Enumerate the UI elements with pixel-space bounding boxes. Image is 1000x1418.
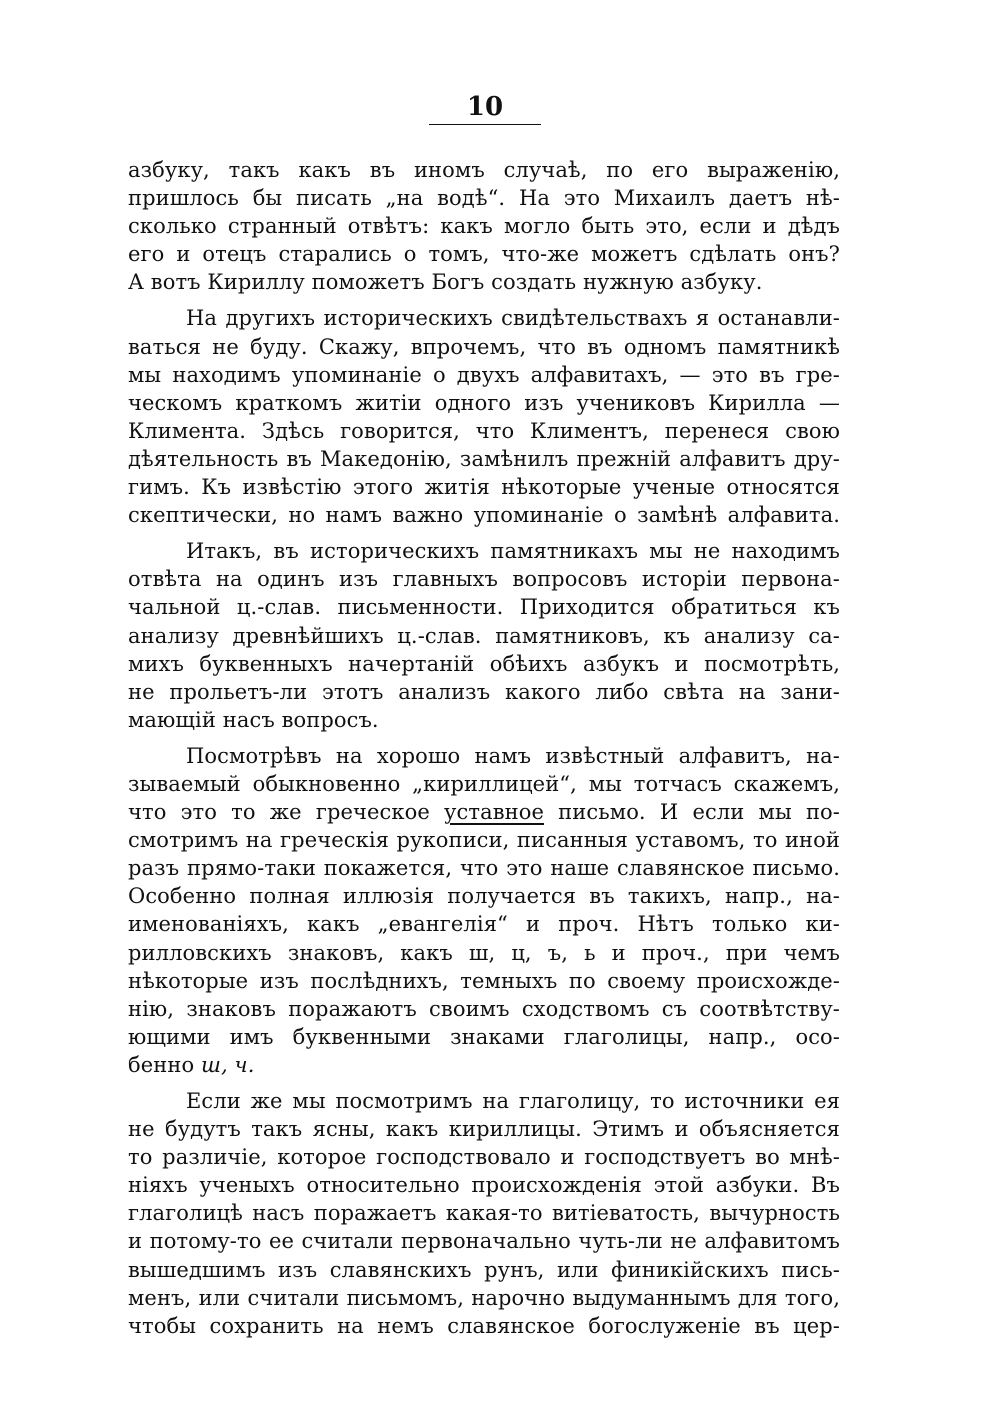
- underlined-word: уставное: [444, 800, 544, 825]
- text-line: нію, знаковъ поражаютъ своимъ сходствомъ съ соотвѣтству-: [128, 996, 840, 1021]
- text-line: зываемый обыкновенно „кириллицей“, мы тотчасъ скажемъ,: [128, 771, 840, 796]
- text-line: Климента. Здѣсь говорится, что Климентъ, перенеся свою: [128, 418, 840, 443]
- text-line: чтобы сохранить на немъ славянское богослуженіе въ цер-: [128, 1313, 840, 1338]
- text-line: анализу древнѣйшихъ ц.-слав. памятниковъ, къ анализу са-: [128, 623, 840, 648]
- text-line: сколько странный отвѣтъ: какъ могло быть это, если и дѣдъ: [128, 214, 840, 239]
- text-line: скептически, но намъ важно упоминаніе о замѣнѣ алфавита.: [128, 503, 840, 528]
- text-line: Итакъ, въ историческихъ памятникахъ мы не находимъ: [186, 539, 840, 564]
- text-line: ваться не буду. Скажу, впрочемъ, что въ одномъ памятникѣ: [128, 334, 840, 359]
- text-line: не будутъ такъ ясны, какъ кириллицы. Этимъ и объясняется: [128, 1117, 840, 1142]
- text-line: А вотъ Кириллу поможетъ Богъ создать нужную азбуку.: [128, 270, 763, 295]
- text-line: глаголицѣ насъ поражаетъ какая-то витіеватость, вычурность: [128, 1201, 840, 1226]
- text-line: азбуку, такъ какъ въ иномъ случаѣ, по его выраженію,: [128, 158, 840, 182]
- page-number: 10: [466, 92, 504, 122]
- text-line: разъ прямо-таки покажется, что это наше славянское письмо.: [128, 856, 840, 881]
- text-segment: бенно: [128, 1052, 195, 1077]
- text-line: рилловскихъ знаковъ, какъ ш, ц, ъ, ь и проч., при чемъ: [128, 940, 840, 965]
- text-line: дѣятельность въ Македонію, замѣнилъ прежній алфавитъ дру-: [128, 446, 840, 471]
- text-line: менъ, или считали письмомъ, нарочно выдуманнымъ для того,: [128, 1285, 840, 1310]
- text-line: смотримъ на греческія рукописи, писанныя уставомъ, то иной: [128, 828, 840, 853]
- text-line: мы находимъ упоминаніе о двухъ алфавитахъ, — это въ гре-: [128, 362, 840, 387]
- header-rule: [429, 124, 541, 125]
- text-line-with-underline: [128, 798, 840, 826]
- text-line: чальной ц.-слав. письменности. Приходится обратиться къ: [128, 595, 840, 620]
- text-line-italic-end: [128, 1051, 840, 1079]
- text-line: не прольетъ-ли этотъ анализъ какого либо свѣта на зани-: [128, 679, 840, 704]
- text-line: именованіяхъ, какъ „евангелія“ и проч. Нѣтъ только ки-: [128, 912, 840, 937]
- text-line: михъ буквенныхъ начертаній обѣихъ азбукъ и посмотрѣть,: [128, 651, 840, 676]
- text-segment: письмо. И если мы по-: [544, 800, 840, 825]
- text-line: нѣкоторые изъ послѣднихъ, темныхъ по своему происхожде-: [128, 968, 840, 993]
- text-line: Если же мы посмотримъ на глаголицу, то источники ея: [186, 1089, 840, 1113]
- text-line: ческомъ краткомъ житіи одного изъ учениковъ Кирилла —: [128, 390, 840, 415]
- text-segment: что это то же греческое: [128, 800, 445, 825]
- text-line: то различіе, которое господствовало и господствуетъ во мнѣ-: [128, 1145, 840, 1170]
- text-line: и потому-то ее считали первоначально чуть-ли не алфавитомъ: [128, 1229, 840, 1254]
- text-line: Посмотрѣвъ на хорошо намъ извѣстный алфавитъ, на-: [186, 743, 840, 768]
- page-header: [420, 92, 550, 125]
- text-line: мающій насъ вопросъ.: [128, 707, 379, 732]
- text-line: его и отецъ старались о томъ, что-же можетъ сдѣлать онъ?: [128, 242, 840, 267]
- body-text: [128, 156, 840, 1340]
- text-line: отвѣта на одинъ изъ главныхъ вопросовъ исторіи первона-: [128, 567, 840, 592]
- text-line: ющими имъ буквенными знаками глаголицы, напр., осо-: [128, 1024, 840, 1049]
- text-line: пришлось бы писать „на водѣ“. На это Михаилъ даетъ нѣ-: [128, 186, 840, 211]
- italic-letters: ш, ч.: [201, 1052, 255, 1077]
- text-line: Особенно полная иллюзія получается въ такихъ, напр., на-: [128, 884, 840, 909]
- text-line: ніяхъ ученыхъ относительно происхожденія этой азбуки. Въ: [128, 1173, 840, 1198]
- text-line: гимъ. Къ извѣстію этого житія нѣкоторые ученые относятся: [128, 475, 840, 500]
- text-line: На другихъ историческихъ свидѣтельствахъ я останавли-: [186, 306, 840, 331]
- text-line: вышедшимъ изъ славянскихъ рунъ, или финикійскихъ пись-: [128, 1257, 840, 1282]
